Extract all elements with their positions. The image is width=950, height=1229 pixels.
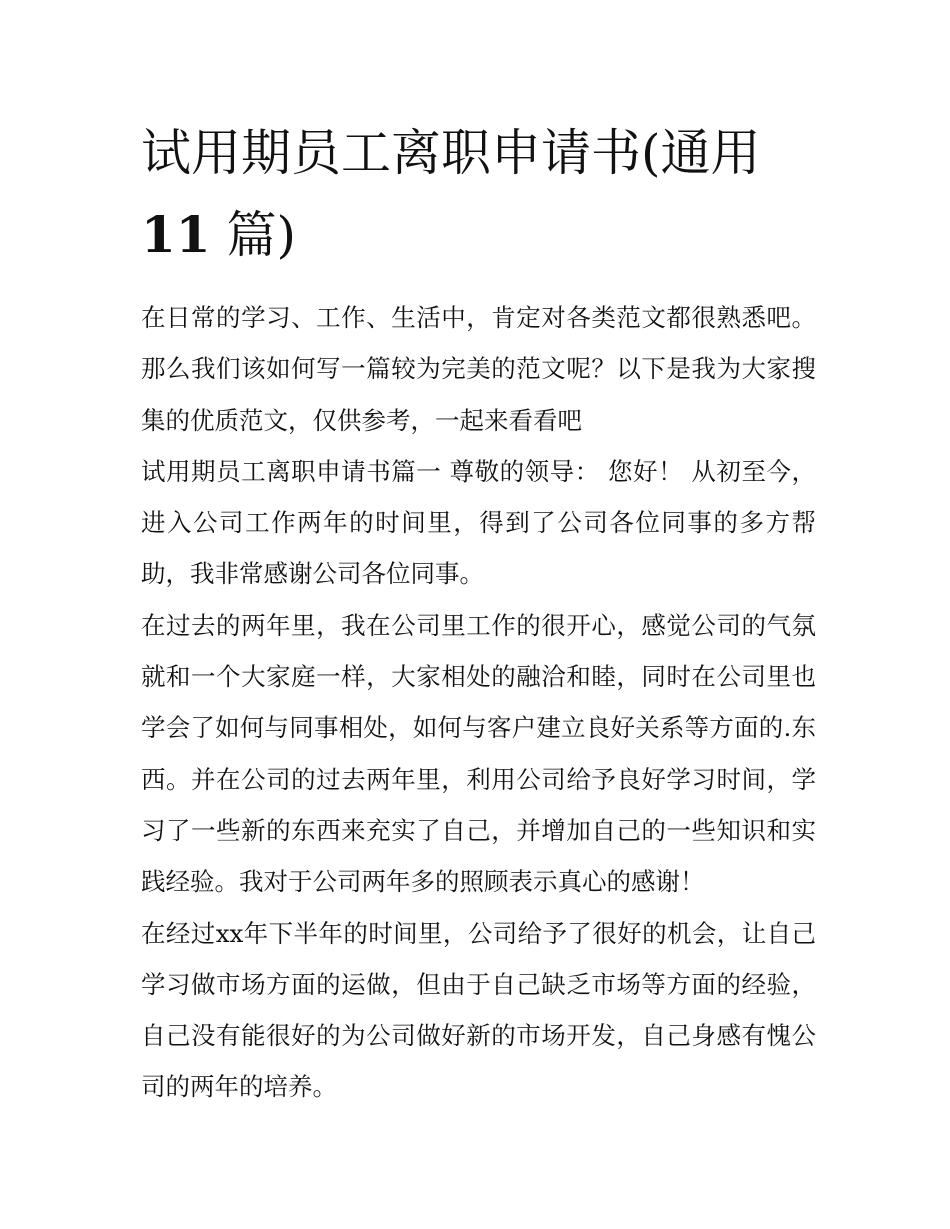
document-body: [141, 292, 816, 1113]
title-text-part2: 篇): [226, 206, 297, 264]
title-number: 11: [141, 205, 211, 264]
body-paragraph: 试用期员工离职申请书篇一 尊敬的领导： 您好！ 从初至今，进入公司工作两年的时间里，得到了公司各位同事的多方帮助，我非常感谢公司各位同事。: [141, 456, 816, 589]
body-paragraph: 在过去的两年里，我在公司里工作的很开心，感觉公司的气氛就和一个大家庭一样，大家相处的融洽和睦，同时在公司里也学会了如何与同事相处，如何与客户建立良好关系等方面的.东西。并在公司的过去两年里，利用公司给予良好学习时间，学习了一些新的东西来充实了自己，并增加自己的一些知识和实践经验。我对于公司两年多的照顾表示真心的感谢！: [141, 610, 816, 897]
title-text-part1: 试用期员工离职申请书(通用: [141, 124, 761, 182]
body-paragraph: 在经过xx年下半年的时间里，公司给予了很好的机会，让自己学习做市场方面的运做，但由于自己缺乏市场等方面的经验，自己没有能很好的为公司做好新的市场开发，自己身感有愧公司的两年的培养。: [141, 918, 816, 1102]
document-title: [141, 112, 816, 276]
intro-paragraph: 在日常的学习、工作、生活中，肯定对各类范文都很熟悉吧。那么我们该如何写一篇较为完美的范文呢？以下是我为大家搜集的优质范文，仅供参考，一起来看看吧: [141, 303, 816, 435]
document-content: [141, 112, 816, 1113]
